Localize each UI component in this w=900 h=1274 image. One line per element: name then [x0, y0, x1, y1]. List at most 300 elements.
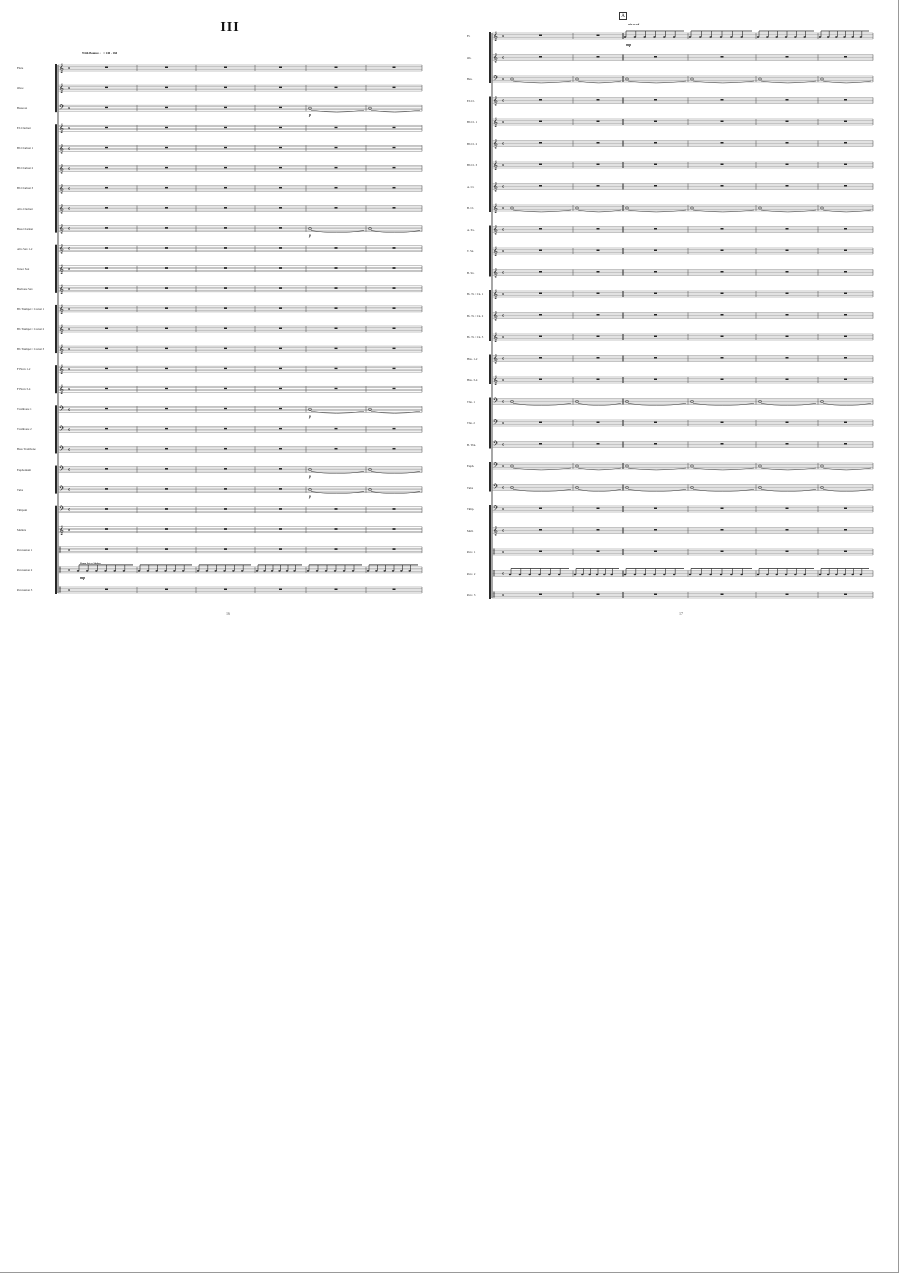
whole-rest [844, 529, 847, 531]
whole-rest [597, 250, 600, 252]
whole-rest [335, 267, 338, 269]
instrument-label: Perc. 1 [467, 550, 476, 554]
whole-rest [393, 167, 396, 169]
whole-rest [654, 99, 657, 101]
whole-rest [721, 142, 724, 144]
whole-rest [393, 187, 396, 189]
time-signature: 𝄴 [68, 348, 71, 354]
whole-rest [224, 508, 227, 510]
whole-rest [279, 127, 282, 129]
whole-rest [224, 548, 227, 550]
whole-rest [721, 314, 724, 316]
percussion-clef-icon: ‖ [493, 569, 496, 578]
instrument-label: Bb Clarinet 2 [17, 166, 34, 171]
time-signature: 𝄴 [502, 293, 505, 298]
whole-rest [786, 250, 789, 252]
whole-rest [721, 594, 724, 596]
whole-rest [786, 594, 789, 596]
notehead [123, 570, 125, 572]
treble-clef-icon: 𝄞 [59, 204, 64, 214]
notehead [104, 570, 106, 572]
whole-rest [224, 287, 227, 289]
whole-rest [786, 422, 789, 424]
percussion-clef-icon: ‖ [493, 590, 496, 600]
whole-rest [844, 314, 847, 316]
whole-rest [224, 227, 227, 229]
whole-rest [224, 589, 227, 591]
whole-rest [335, 589, 338, 591]
instrument-label: Fl. [467, 34, 471, 38]
whole-rest [721, 99, 724, 101]
notehead [528, 574, 530, 576]
whole-rest [597, 164, 600, 166]
notehead [803, 574, 805, 576]
notehead [757, 574, 759, 576]
whole-rest [597, 271, 600, 273]
instrument-label: Bassoon [17, 106, 28, 111]
percussion-clef-icon: ‖ [493, 547, 496, 557]
whole-rest [105, 127, 108, 129]
whole-rest [279, 589, 282, 591]
notehead [634, 574, 636, 576]
instrument-label: Percussion 3 [17, 588, 33, 592]
whole-rest [721, 228, 724, 230]
bass-clef-icon: 𝄢 [59, 465, 65, 475]
notehead [352, 570, 354, 572]
instrument-label: Perc. 2 [467, 571, 476, 576]
whole-rest [279, 287, 282, 289]
whole-rest [165, 287, 168, 289]
whole-rest [165, 328, 168, 330]
bass-clef-icon: 𝄢 [59, 103, 65, 113]
whole-rest [539, 56, 542, 58]
whole-rest [224, 127, 227, 129]
whole-rest [786, 142, 789, 144]
time-signature: 𝄴 [68, 388, 71, 394]
whole-rest [335, 548, 338, 550]
whole-rest [105, 267, 108, 269]
whole-rest [393, 127, 396, 129]
notehead [581, 574, 583, 576]
whole-rest [105, 307, 108, 309]
treble-clef-icon: 𝄞 [59, 364, 64, 374]
whole-rest [393, 247, 396, 249]
whole-rest [597, 35, 600, 37]
whole-rest [786, 443, 789, 445]
whole-rest [335, 428, 338, 430]
time-signature: 𝄴 [68, 287, 71, 293]
notehead [673, 36, 675, 38]
instrument-label: Eb Cl. [467, 98, 475, 103]
whole-rest [279, 428, 282, 430]
notehead [766, 574, 768, 576]
whole-rest [597, 142, 600, 144]
whole-rest [721, 164, 724, 166]
whole-rest [786, 164, 789, 166]
whole-rest [224, 328, 227, 330]
instrument-label: Oboe [17, 86, 24, 91]
whole-rest [165, 87, 168, 89]
whole-rest [224, 67, 227, 69]
notehead [271, 570, 273, 572]
dynamic-marking: p [309, 232, 311, 238]
instrument-label: Euph. [467, 464, 475, 468]
whole-rest [165, 428, 168, 430]
bass-clef-icon: 𝄢 [59, 485, 65, 495]
whole-rest [597, 121, 600, 123]
notehead [803, 36, 805, 38]
notehead [95, 570, 97, 572]
whole-rest [654, 314, 657, 316]
notehead [835, 574, 837, 576]
whole-rest [165, 488, 168, 490]
whole-rest [844, 250, 847, 252]
whole-rest [654, 271, 657, 273]
notehead [851, 36, 853, 38]
whole-rest [279, 307, 282, 309]
notehead [113, 570, 115, 572]
whole-rest [279, 187, 282, 189]
whole-rest [597, 56, 600, 58]
whole-rest [279, 167, 282, 169]
time-signature: 𝄴 [502, 508, 505, 513]
instrument-label: Baritone Sax [17, 286, 33, 291]
time-signature: 𝄴 [502, 228, 505, 234]
treble-clef-icon: 𝄞 [493, 311, 498, 320]
whole-rest [165, 107, 168, 109]
whole-rest [539, 121, 542, 123]
whole-rest [539, 594, 542, 596]
percussion-clef-icon: ‖ [59, 585, 62, 595]
whole-rest [844, 228, 847, 230]
whole-rest [335, 127, 338, 129]
time-signature: 𝄴 [68, 227, 71, 233]
whole-rest [105, 348, 108, 350]
whole-rest [597, 508, 600, 510]
whole-rest [335, 348, 338, 350]
whole-rest [539, 336, 542, 338]
page-number-left: 16 [226, 611, 230, 616]
time-signature: 𝄴 [68, 548, 71, 554]
whole-rest [654, 56, 657, 58]
whole-rest [279, 408, 282, 410]
time-signature: 𝄴 [502, 594, 505, 599]
whole-rest [105, 247, 108, 249]
whole-rest [539, 314, 542, 316]
whole-rest [786, 56, 789, 58]
whole-rest [335, 147, 338, 149]
time-signature: 𝄴 [502, 271, 505, 277]
notehead [400, 570, 402, 572]
whole-rest [786, 99, 789, 101]
whole-rest [393, 147, 396, 149]
whole-rest [335, 388, 338, 390]
whole-rest [279, 67, 282, 69]
notehead [408, 570, 410, 572]
whole-rest [786, 293, 789, 295]
whole-rest [165, 187, 168, 189]
time-signature: 𝄴 [68, 408, 71, 414]
whole-rest [165, 147, 168, 149]
whole-rest [393, 388, 396, 390]
whole-rest [105, 328, 108, 330]
whole-rest [165, 508, 168, 510]
whole-rest [165, 348, 168, 350]
instrument-label: Bass Trombone [17, 447, 36, 452]
whole-rest [844, 99, 847, 101]
dynamic-marking: p [309, 473, 311, 479]
treble-clef-icon: 𝄞 [493, 96, 498, 105]
bass-clef-icon: 𝄢 [493, 397, 499, 406]
whole-rest [165, 528, 168, 530]
whole-rest [105, 167, 108, 169]
notehead [392, 570, 394, 572]
notehead [851, 574, 853, 576]
whole-rest [539, 185, 542, 187]
time-signature: 𝄴 [502, 529, 505, 535]
instrument-label: Perc. 3 [467, 593, 476, 597]
whole-rest [335, 207, 338, 209]
whole-rest [105, 488, 108, 490]
whole-rest [539, 443, 542, 445]
whole-rest [165, 207, 168, 209]
notehead [164, 570, 166, 572]
notehead [574, 574, 576, 576]
performance-annotation: Drum Set or Shaker [80, 561, 101, 565]
instrument-label: B♭ Tr. / Cn. 2 [467, 313, 484, 318]
whole-rest [539, 164, 542, 166]
whole-rest [279, 87, 282, 89]
notehead [263, 570, 265, 572]
notehead [603, 574, 605, 576]
whole-rest [105, 448, 108, 450]
notehead [730, 36, 732, 38]
whole-rest [786, 185, 789, 187]
whole-rest [721, 56, 724, 58]
whole-rest [279, 328, 282, 330]
time-signature: 𝄴 [502, 121, 505, 126]
whole-rest [393, 508, 396, 510]
instrument-label: Bb Clarinet 1 [17, 146, 34, 151]
whole-rest [224, 488, 227, 490]
notehead [819, 36, 821, 38]
treble-clef-icon: 𝄞 [493, 332, 498, 342]
whole-rest [279, 488, 282, 490]
time-signature: 𝄴 [68, 568, 71, 574]
whole-rest [105, 388, 108, 390]
whole-rest [224, 528, 227, 530]
notehead [827, 36, 829, 38]
whole-rest [654, 529, 657, 531]
treble-clef-icon: 𝄞 [493, 375, 498, 385]
whole-rest [105, 87, 108, 89]
whole-rest [165, 127, 168, 129]
whole-rest [654, 185, 657, 187]
notehead [860, 36, 862, 38]
whole-rest [539, 250, 542, 252]
whole-rest [393, 548, 396, 550]
treble-clef-icon: 𝄞 [493, 268, 498, 277]
notehead [624, 574, 626, 576]
notehead [624, 36, 626, 38]
whole-rest [165, 408, 168, 410]
whole-rest [224, 87, 227, 89]
treble-clef-icon: 𝄞 [59, 63, 64, 73]
treble-clef-icon: 𝄞 [59, 123, 64, 133]
instrument-label: Bb Trumpet / Cornet 2 [17, 327, 45, 331]
treble-clef-icon: 𝄞 [493, 117, 498, 127]
notehead [860, 574, 862, 576]
notehead [307, 570, 309, 572]
performance-annotation: solo or soli [628, 23, 640, 26]
instrument-label: Bb Clarinet 3 [17, 186, 34, 191]
instrument-label: Tuba [17, 487, 24, 492]
whole-rest [335, 87, 338, 89]
whole-rest [597, 443, 600, 445]
instrument-label: A. Cl. [467, 184, 475, 189]
whole-rest [786, 336, 789, 338]
whole-rest [279, 227, 282, 229]
whole-rest [539, 271, 542, 273]
whole-rest [105, 528, 108, 530]
dynamic-marking: mp [626, 42, 632, 47]
instrument-label: B. Sx. [467, 270, 475, 275]
whole-rest [165, 167, 168, 169]
treble-clef-icon: 𝄞 [493, 53, 498, 62]
whole-rest [393, 589, 396, 591]
time-signature: 𝄴 [502, 142, 505, 148]
bass-clef-icon: 𝄢 [59, 424, 65, 434]
whole-rest [721, 379, 724, 381]
notehead [509, 574, 511, 576]
time-signature: 𝄴 [502, 486, 505, 492]
whole-rest [105, 408, 108, 410]
notehead [709, 574, 711, 576]
treble-clef-icon: 𝄞 [59, 244, 64, 254]
bass-clef-icon: 𝄢 [493, 418, 499, 428]
bass-clef-icon: 𝄢 [493, 74, 499, 84]
notehead [673, 574, 675, 576]
instrument-label: Bb Cl. 2 [467, 141, 478, 146]
time-signature: 𝄴 [502, 379, 505, 384]
whole-rest [105, 207, 108, 209]
time-signature: 𝄴 [68, 488, 71, 494]
whole-rest [279, 267, 282, 269]
whole-rest [335, 287, 338, 289]
whole-rest [279, 388, 282, 390]
whole-rest [224, 388, 227, 390]
notehead [325, 570, 327, 572]
time-signature: 𝄴 [502, 357, 505, 363]
whole-rest [165, 548, 168, 550]
notehead [383, 570, 385, 572]
instrument-label: Timp. [467, 507, 475, 511]
whole-rest [224, 107, 227, 109]
time-signature: 𝄴 [68, 307, 71, 313]
notehead [286, 570, 288, 572]
whole-rest [786, 508, 789, 510]
whole-rest [844, 443, 847, 445]
notehead [643, 36, 645, 38]
whole-rest [539, 379, 542, 381]
whole-rest [654, 250, 657, 252]
whole-rest [279, 207, 282, 209]
whole-rest [654, 293, 657, 295]
rehearsal-mark: A [619, 12, 627, 20]
notehead [182, 570, 184, 572]
whole-rest [224, 267, 227, 269]
notehead [197, 570, 199, 572]
notehead [138, 570, 140, 572]
instrument-label: Ob. [467, 55, 472, 60]
notehead [689, 574, 691, 576]
time-signature: 𝄴 [502, 422, 505, 427]
instrument-label: Bb Cl. 3 [467, 163, 478, 167]
instrument-label: Eb Clarinet [17, 126, 31, 131]
whole-rest [539, 142, 542, 144]
notehead [256, 570, 258, 572]
whole-rest [597, 228, 600, 230]
whole-rest [654, 228, 657, 230]
time-signature: 𝄴 [68, 127, 71, 133]
whole-rest [786, 357, 789, 359]
whole-rest [654, 164, 657, 166]
time-signature: 𝄴 [502, 207, 505, 212]
treble-clef-icon: 𝄞 [59, 284, 64, 294]
notehead [86, 570, 88, 572]
whole-rest [597, 185, 600, 187]
whole-rest [165, 307, 168, 309]
notehead [653, 574, 655, 576]
time-signature: 𝄴 [68, 247, 71, 253]
time-signature: 𝄴 [68, 508, 71, 514]
instrument-label: Tbn. 2 [467, 421, 475, 425]
instrument-label: Alto Clarinet [17, 206, 33, 211]
instrument-label: Hns. 1-2 [467, 356, 478, 361]
time-signature: 𝄴 [68, 368, 71, 374]
whole-rest [335, 528, 338, 530]
whole-rest [721, 529, 724, 531]
notehead [375, 570, 377, 572]
notehead [794, 36, 796, 38]
treble-clef-icon: 𝄞 [59, 384, 64, 394]
treble-clef-icon: 𝄞 [59, 224, 64, 234]
bass-clef-icon: 𝄢 [493, 461, 499, 471]
instrument-label: Hns. 3-4 [467, 378, 478, 382]
instrument-label: Trombone 2 [17, 427, 32, 432]
instrument-label: Percussion 1 [17, 547, 33, 552]
notehead [843, 36, 845, 38]
time-signature: 𝄴 [502, 78, 505, 83]
whole-rest [654, 594, 657, 596]
whole-rest [335, 67, 338, 69]
whole-rest [335, 328, 338, 330]
notehead [785, 574, 787, 576]
whole-rest [105, 428, 108, 430]
time-signature: 𝄴 [68, 528, 71, 534]
whole-rest [165, 468, 168, 470]
whole-rest [224, 468, 227, 470]
whole-rest [105, 67, 108, 69]
notehead [709, 36, 711, 38]
whole-rest [597, 379, 600, 381]
instrument-label: A. Sx. [467, 227, 475, 232]
treble-clef-icon: 𝄞 [493, 31, 498, 41]
notehead [720, 574, 722, 576]
notehead [775, 574, 777, 576]
whole-rest [597, 293, 600, 295]
treble-clef-icon: 𝄞 [59, 304, 64, 314]
